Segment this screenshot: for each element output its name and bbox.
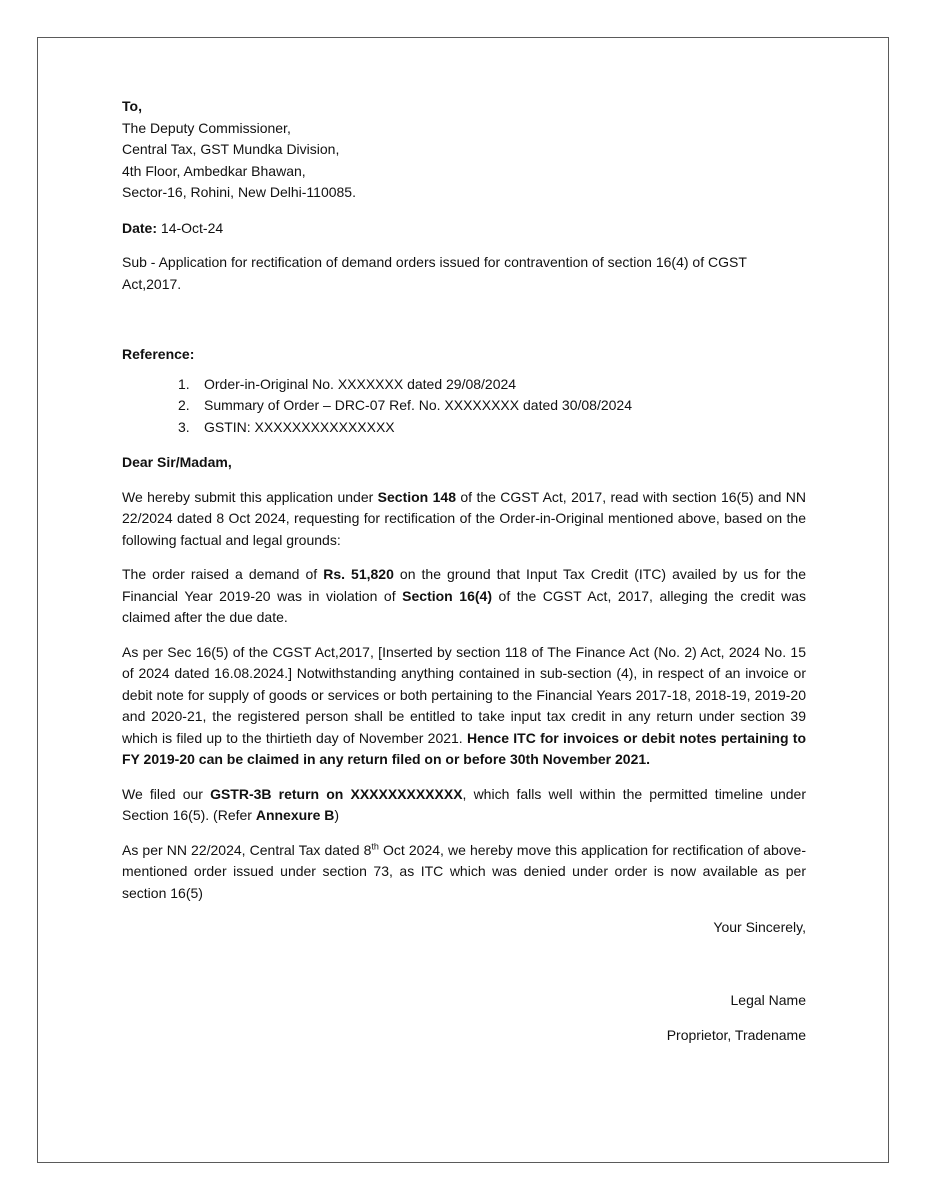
closing-sincerely: Your Sincerely, [713, 919, 806, 935]
text-run: of the CGST Act, 2017, read with section 16(5) and NN 22/2024 dated 8 Oct 2024, requesting for rectification of the Order-in-Original mentioned above, based on the following factual and legal grounds: [122, 488, 806, 548]
signatory-designation: Proprietor, Tradename [666, 1027, 806, 1043]
paragraph-application [122, 487, 806, 552]
recipient-address [122, 96, 806, 204]
reference-heading: Reference: [122, 346, 195, 362]
text-run: As per Sec 16(5) of the CGST Act,2017, [Inserted by section 118 of The Finance Act (No. 2) Act, 2024 No. 15 of 2024 dated 16.08.2024.] Notwithstanding anything contained in sub-section (4), in respect of an invoice or debit note for supply of goods or services or both pertaining to the Financial Years 2017-18, 2018-19, 2019-20 and 2020-21, the registered person shall be entitled to take input tax credit in any return under section 39 which is filed up to the thirtieth day of November 2021. [122, 643, 806, 746]
date-label: Date: [122, 219, 158, 236]
list-item-text: Order-in-Original No. XXXXXXX dated 29/08/2024 [204, 375, 517, 392]
text-run: As per NN 22/2024, Central Tax dated 8 [122, 841, 372, 858]
address-line: Sector-16, Rohini, New Delhi-110085. [122, 184, 356, 200]
text-run: ) [334, 807, 340, 823]
text-run: , which falls well within the permitted timeline under Section 16(5). (Refer [122, 785, 806, 823]
list-item [178, 374, 806, 396]
text-run: of the CGST Act, 2017, alleging the credit was claimed after the due date. [122, 587, 806, 625]
date-line [122, 218, 806, 240]
text-run-bold: Section 148 [377, 488, 456, 505]
letter-body [122, 96, 806, 1047]
text-run: We filed our [122, 785, 211, 802]
reference-list [122, 374, 806, 439]
list-item-number: 2. [178, 397, 190, 413]
paragraph-section-16-5 [122, 642, 806, 771]
text-run-bold: Hence ITC for invoices or debit notes pertaining to FY 2019-20 can be claimed in any return filed on or before 30th November 2021. [122, 729, 806, 767]
subject-line-2: Act,2017. [122, 275, 182, 292]
list-item-number: 3. [178, 418, 190, 435]
signatory-name: Legal Name [730, 991, 806, 1008]
superscript: th [371, 840, 379, 851]
paragraph-gstr-3b [122, 784, 806, 827]
subject [122, 252, 806, 295]
text-run: The order raised a demand of [122, 566, 324, 582]
text-run: on the ground that Input Tax Credit (ITC) availed by us for the Financial Year 2019-20 was in violation of [122, 566, 806, 604]
address-line: Central Tax, GST Mundka Division, [122, 141, 340, 157]
paragraph-notification [122, 840, 806, 905]
list-item [178, 395, 806, 417]
text-run-bold: Section 16(4) [402, 587, 492, 604]
list-item-number: 1. [178, 375, 190, 392]
salutation: Dear Sir/Madam, [122, 454, 232, 470]
text-run-bold: Annexure B [255, 807, 335, 823]
list-item [178, 417, 806, 439]
list-item-text: GSTIN: XXXXXXXXXXXXXXX [204, 418, 395, 435]
text-run: Oct 2024, we hereby move this application for rectification of above-mentioned order issued under section 73, as ITC which was denied under order is now available as per section 16(5) [122, 841, 806, 901]
address-line: The Deputy Commissioner, [122, 119, 291, 136]
list-item-text: Summary of Order – DRC-07 Ref. No. XXXXXXXX dated 30/08/2024 [204, 397, 632, 413]
text-run-bold: Rs. 51,820 [323, 566, 394, 582]
to-label: To, [122, 98, 142, 114]
text-run-bold: GSTR-3B return on XXXXXXXXXXXX [210, 785, 463, 802]
paragraph-demand [122, 564, 806, 629]
date-value: 14-Oct-24 [160, 219, 224, 236]
subject-line-1: Sub - Application for rectification of demand orders issued for contravention of section 16(4) of CGST [122, 254, 747, 270]
text-run: We hereby submit this application under [122, 488, 378, 505]
address-line: 4th Floor, Ambedkar Bhawan, [122, 162, 306, 179]
